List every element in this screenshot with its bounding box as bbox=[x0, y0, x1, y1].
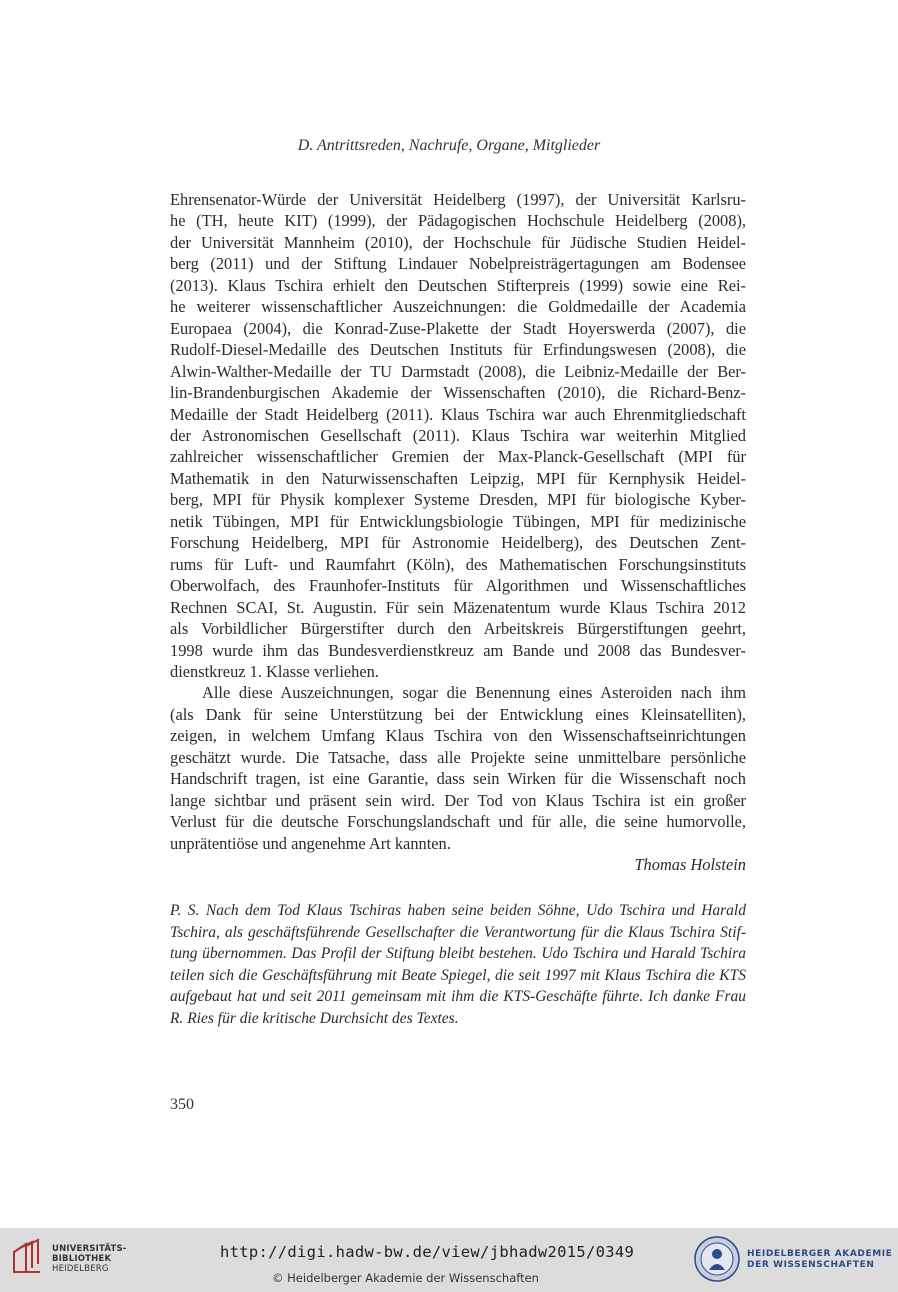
text-line: berg, MPI für Physik komplexer Systeme Dresden, MPI für biologische Kyber- bbox=[170, 490, 746, 510]
postscript bbox=[170, 900, 746, 1030]
text-line: netik Tübingen, MPI für Entwicklungsbiologie Tübingen, MPI für medizinische bbox=[170, 511, 746, 531]
ps-line: Tschira, als geschäftsführende Gesellschafter die Verantwortung für die Klaus Tschira Stif- bbox=[170, 923, 746, 941]
text-line: rums für Luft- und Raumfahrt (Köln), des Mathematischen Forschungsinstituts bbox=[170, 554, 746, 574]
text-line: Verlust für die deutsche Forschungslandschaft und für alle, die seine humorvolle, bbox=[170, 812, 746, 832]
text-line: als Vorbildlicher Bürgerstifter durch den Arbeitskreis Bürgerstiftungen geehrt, bbox=[170, 619, 746, 639]
text-line: zahlreicher wissenschaftlicher Gremien der Max-Planck-Gesellschaft (MPI für bbox=[170, 447, 746, 467]
text-line: (2013). Klaus Tschira erhielt den Deutschen Stifterpreis (1999) sowie eine Rei- bbox=[170, 275, 746, 295]
text-line: Alwin-Walther-Medaille der TU Darmstadt (2008), die Leibniz-Medaille der Ber- bbox=[170, 361, 746, 381]
ub-line: BIBLIOTHEK bbox=[52, 1254, 112, 1264]
permalink-url[interactable]: http://digi.hadw-bw.de/view/jbhadw2015/0349 bbox=[220, 1243, 635, 1261]
text-line: unprätentiöse und angenehme Art kannten. bbox=[170, 833, 451, 853]
academy-line: DER WISSENSCHAFTEN bbox=[747, 1260, 875, 1270]
text-line: Handschrift tragen, ist eine Garantie, dass sein Wirken für die Wissenschaft noch bbox=[170, 769, 746, 789]
text-line: lin-Brandenburgischen Akademie der Wissenschaften (2010), die Richard-Benz- bbox=[170, 383, 746, 403]
ps-line: R. Ries für die kritische Durchsicht des Textes. bbox=[170, 1009, 459, 1027]
text-line: Alle diese Auszeichnungen, sogar die Benennung eines Asteroiden nach ihm bbox=[202, 683, 746, 703]
university-library-name bbox=[52, 1244, 127, 1274]
text-line: lange sichtbar und präsent sein wird. Der Tod von Klaus Tschira ist ein großer bbox=[170, 790, 746, 810]
academy-name bbox=[747, 1249, 893, 1271]
text-line: Ehrensenator-Würde der Universität Heidelberg (1997), der Universität Karlsru- bbox=[170, 190, 746, 209]
body-text bbox=[170, 189, 746, 876]
text-line: he (TH, heute KIT) (1999), der Pädagogischen Hochschule Heidelberg (2008), bbox=[170, 211, 746, 231]
text-line: 1998 wurde ihm das Bundesverdienstkreuz am Bande und 2008 das Bundesver- bbox=[170, 640, 746, 660]
ub-line: HEIDELBERG bbox=[52, 1264, 109, 1274]
text-line: Mathematik in den Naturwissenschaften Leipzig, MPI für Kernphysik Heidel- bbox=[170, 468, 746, 488]
academy-line: HEIDELBERGER AKADEMIE bbox=[747, 1249, 893, 1259]
text-line: der Universität Mannheim (2010), der Hochschule für Jüdische Studien Heidel- bbox=[170, 232, 746, 252]
text-line: berg (2011) und der Stiftung Lindauer Nobelpreisträgertagungen am Bodensee bbox=[170, 254, 746, 274]
text-line: Rechnen SCAI, St. Augustin. Für sein Mäzenatentum wurde Klaus Tschira 2012 bbox=[170, 597, 746, 617]
ps-line: P. S. Nach dem Tod Klaus Tschiras haben seine beiden Söhne, Udo Tschira und Harald bbox=[170, 902, 746, 919]
text-line: der Astronomischen Gesellschaft (2011). Klaus Tschira war weiterhin Mitglied bbox=[170, 425, 746, 445]
text-line: zeigen, in welchem Umfang Klaus Tschira von den Wissenschaftseinrichtungen bbox=[170, 726, 746, 746]
text-line: Medaille der Stadt Heidelberg (2011). Klaus Tschira war auch Ehrenmitgliedschaft bbox=[170, 404, 746, 424]
signature: Thomas Holstein bbox=[634, 855, 746, 875]
page-number: 350 bbox=[170, 1096, 194, 1113]
ps-line: aufgebaut hat und seit 2011 gemeinsam mit ihm die KTS-Geschäfte führte. Ich danke Frau bbox=[170, 988, 746, 1006]
text-line: geschätzt wurde. Die Tatsache, dass alle Projekte seine unmittelbare persönliche bbox=[170, 747, 746, 767]
text-line: dienstkreuz 1. Klasse verliehen. bbox=[170, 661, 379, 681]
text-line: Forschung Heidelberg, MPI für Astronomie Heidelberg), des Deutschen Zent- bbox=[170, 533, 746, 553]
text-line: Oberwolfach, des Fraunhofer-Instituts für Algorithmen und Wissenschaftliches bbox=[170, 576, 746, 596]
university-library-logo-icon bbox=[10, 1238, 46, 1278]
text-line: he weiterer wissenschaftlicher Auszeichnungen: die Goldmedaille der Academia bbox=[170, 297, 746, 317]
footer-bar bbox=[0, 1228, 898, 1292]
ps-line: teilen sich die Geschäftsführung mit Beate Spiegel, die seit 1997 mit Klaus Tschira die KTS bbox=[170, 966, 746, 984]
ub-line: UNIVERSITÄTS- bbox=[52, 1244, 127, 1254]
text-line: Europaea (2004), die Konrad-Zuse-Plakette der Stadt Hoyerswerda (2007), die bbox=[170, 318, 746, 338]
text-line: (als Dank für seine Unterstützung bei der Entwicklung eines Kleinsatelliten), bbox=[170, 704, 746, 724]
text-line: Rudolf-Diesel-Medaille des Deutschen Instituts für Erfindungswesen (2008), die bbox=[170, 340, 746, 360]
copyright-notice: © Heidelberger Akademie der Wissenschaften bbox=[272, 1271, 539, 1285]
academy-seal-icon bbox=[694, 1236, 740, 1282]
ps-line: tung übernommen. Das Profil der Stiftung bleibt bestehen. Udo Tschira und Harald Tschira bbox=[170, 945, 746, 963]
running-head: D. Antrittsreden, Nachrufe, Organe, Mitglieder bbox=[297, 137, 601, 154]
